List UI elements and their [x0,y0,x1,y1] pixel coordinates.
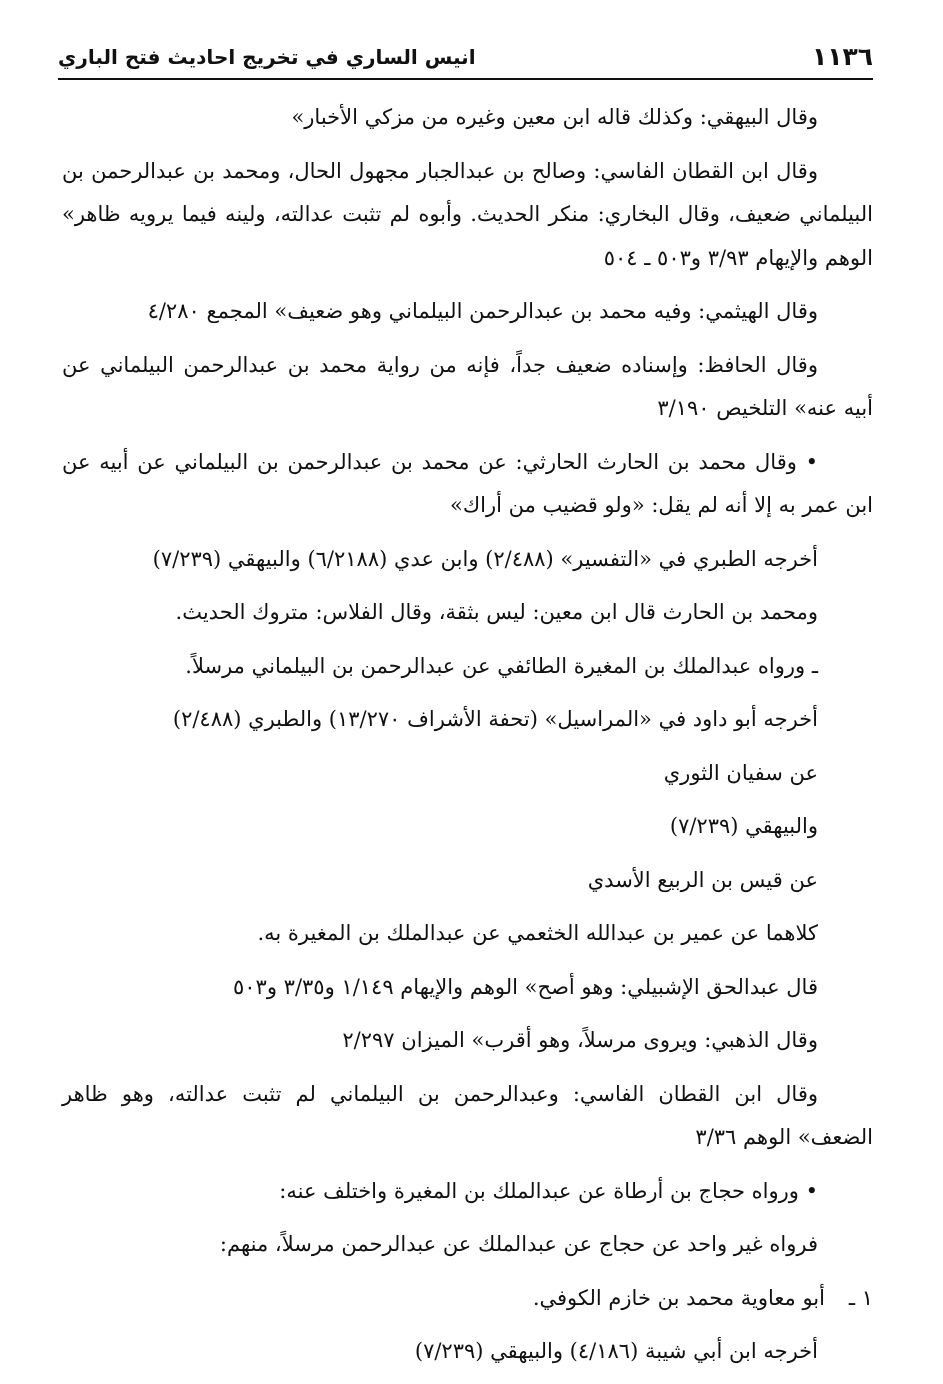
paragraph: وقال الذهبي: ويروى مرسلاً، وهو أقرب» الميزان ٢/٢٩٧ [342,1028,818,1052]
page-number: ١١٣٦ [811,42,873,71]
header-divider [58,78,873,80]
paragraph: وقال البيهقي: وكذلك قاله ابن معين وغيره من مزكي الأخبار» [291,105,818,129]
paragraph: عن سفيان الثوري [663,760,818,785]
paragraph: أخرجه الطبري في «التفسير» (٢/٤٨٨) وابن عدي (٦/٢١٨٨) والبيهقي (٧/٢٣٩) [152,546,818,571]
body-text [62,96,873,1384]
paragraph: فرواه غير واحد عن حجاج عن عبدالملك عن عبدالرحمن مرسلاً، منهم: [219,1232,818,1256]
paragraph: عن قيس بن الربيع الأسدي [587,867,818,892]
paragraph: وقال ابن القطان الفاسي: وعبدالرحمن بن البيلماني لم تثبت عدالته، وهو ظاهر الضعف» الوهم ٣/٣٦ [62,1081,873,1149]
paragraph: ومحمد بن الحارث قال ابن معين: ليس بثقة، وقال الفلاس: متروك الحديث. [175,600,818,624]
numbered-item [62,1277,873,1321]
paragraph: قال عبدالحق الإشبيلي: وهو أصح» الوهم والإيهام ١/١٤٩ و٣/٣٥ و٥٠٣ [233,974,818,999]
running-title: انيس الساري في تخريج احاديث فتح الباري [58,45,476,69]
paragraph: • وقال محمد بن الحارث الحارثي: عن محمد بن عبدالرحمن بن البيلماني عن أبيه عن ابن عمر به إلا أنه لم يقل: «ولو قضيب من أراك» [62,449,873,517]
paragraph: وقال الهيثمي: وفيه محمد بن عبدالرحمن البيلماني وهو ضعيف» المجمع ٤/٢٨٠ [147,299,818,323]
paragraph: كلاهما عن عمير بن عبدالله الخثعمي عن عبدالملك بن المغيرة به. [257,921,818,945]
paragraph: والبيهقي (٧/٢٣٩) [669,814,818,838]
paragraph: وقال الحافظ: وإسناده ضعيف جداً، فإنه من رواية محمد بن عبدالرحمن البيلماني عن أبيه عنه» التلخيص ٣/١٩٠ [62,352,873,420]
paragraph: ـ ورواه عبدالملك بن المغيرة الطائفي عن عبدالرحمن بن البيلماني مرسلاً. [185,653,818,678]
paragraph: أخرجه أبو داود في «المراسيل» (تحفة الأشراف ١٣/٢٧٠) والطبري (٢/٤٨٨) [172,707,818,731]
paragraph: أخرجه ابن أبي شيبة (٤/١٨٦) والبيهقي (٧/٢٣٩) [414,1339,818,1363]
page-header [58,34,873,72]
item-text: أبو معاوية محمد بن خازم الكوفي. [532,1285,825,1310]
paragraph: وقال ابن القطان الفاسي: وصالح بن عبدالجبار مجهول الحال، ومحمد بن عبدالرحمن بن البيلماني ضعيف، وقال البخاري: منكر الحديث. وأبوه لم تثبت عدالته، ولينه فيما يرويه ظاهر» الوهم والإيهام ٣/٩٣ و٥٠٣ ـ ٥٠٤ [62,158,873,270]
paragraph: • ورواه حجاج بن أرطاة عن عبدالملك بن المغيرة واختلف عنه: [279,1178,818,1203]
item-number: ١ ـ [848,1285,873,1310]
